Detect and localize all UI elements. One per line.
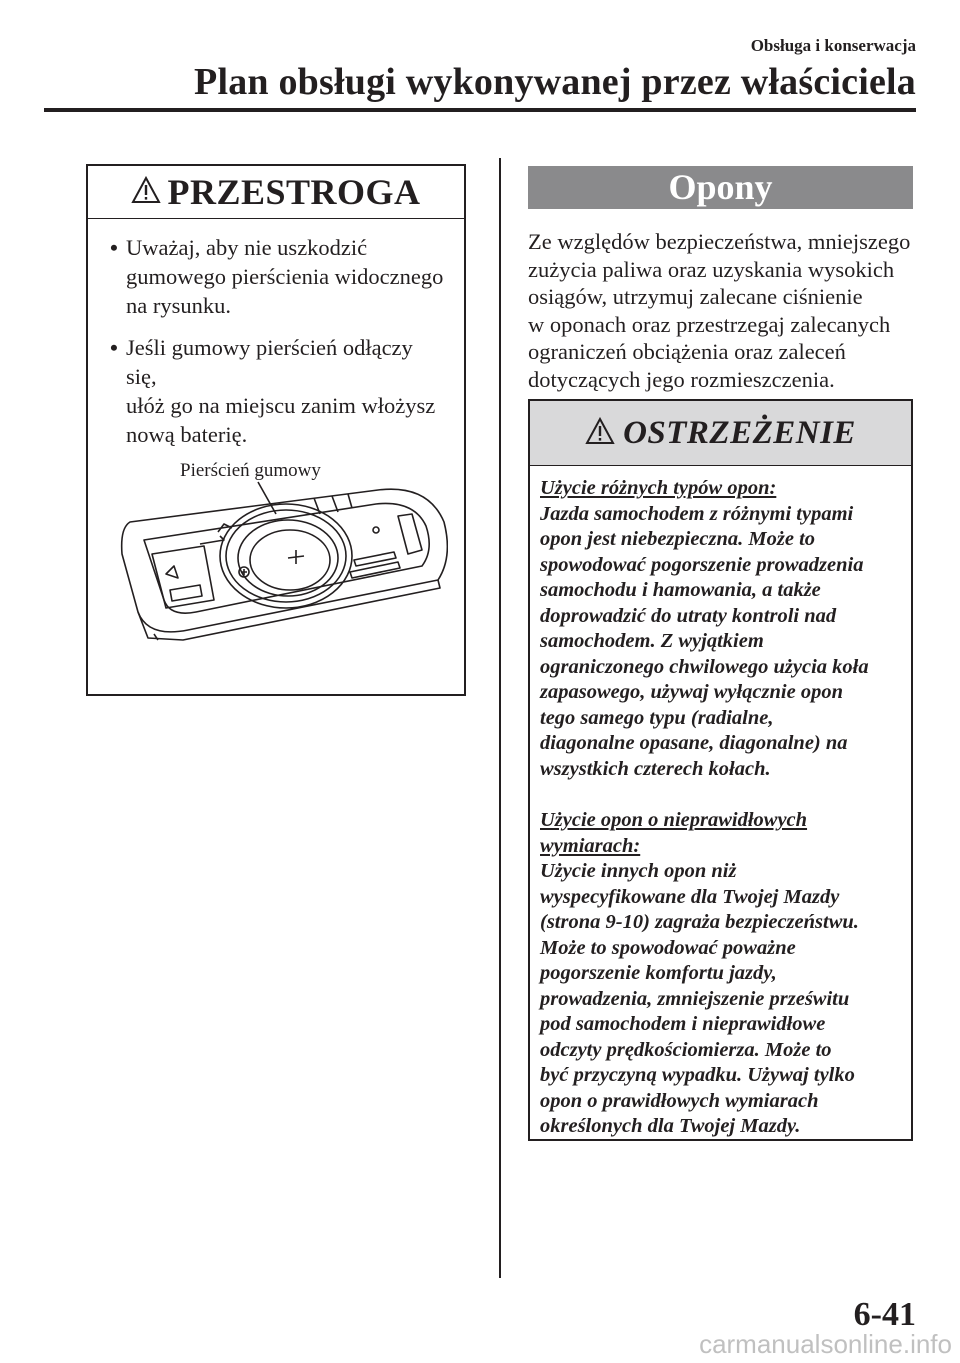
caution-title: PRZESTROGA: [167, 172, 421, 212]
key-battery-illustration: [108, 462, 448, 672]
caution-header: [88, 166, 464, 219]
section-name: Obsługa i konserwacja: [750, 36, 916, 55]
section-heading-tires: Opony: [528, 166, 913, 209]
warning-body: Użycie różnych typów opon: Jazda samochodem z różnymi typami opon jest niebezpieczna. Może to spowodować pogorszenie prowadzenia samochodu i hamowania, a także doprowadzić do utraty kontroli nad samochodem. Z wyjątkiem ograniczonego chwilowego użycia koła zapasowego, używaj wyłącznie opon tego samego typu (radialne, diagonalne opasane, diagonalne) na wszystkich czterech kołach. Użycie opon o nieprawidłowych wymiarach: Użycie innych opon niż wyspecyfikowane dla Twojej Mazdy (strona 9-10) zagraża bezpieczeństwu. Może to spowodować poważne pogorszenie komfortu jazdy, prowadzenia, zmniejszenie prześwitu pod samochodem i nieprawidłowe odczyty prędkościomierza. Może to być przyczyną wypadku. Używaj tylko opon o prawidłowych wymiarach określonych dla Twojej Mazdy.: [530, 466, 911, 1140]
page-title: Plan obsługi wykonywanej przez właściciela: [194, 61, 916, 103]
bullet-icon: •: [110, 235, 118, 260]
bullet-icon: •: [110, 335, 118, 360]
warning-triangle-icon: [585, 417, 615, 450]
figure-label: Pierścień gumowy: [180, 460, 321, 481]
warning-triangle-icon: [131, 176, 161, 209]
tires-intro-paragraph: Ze względów bezpieczeństwa, mniejszego zużycia paliwa oraz uzyskania wysokich osiągów, utrzymuj zalecane ciśnienie w oponach oraz przestrzegaj zalecanych ograniczeń obciążenia oraz zaleceń dotyczących jego rozmieszczenia.: [528, 229, 911, 392]
caution-box: [86, 164, 466, 696]
warning-title: OSTRZEŻENIE: [623, 414, 856, 451]
warning-subheading: wymiarach:: [540, 834, 641, 857]
warning-subheading: Użycie różnych typów opon:: [540, 477, 777, 499]
warning-box: [528, 399, 913, 1141]
caution-list: [88, 219, 464, 449]
header-rule: [44, 108, 916, 112]
watermark: carmanualsonline.info: [699, 1329, 952, 1359]
list-item: • Jeśli gumowy pierścień odłączy się, ułóż go na miejscu zanim włożysz nową baterię.: [110, 335, 436, 447]
page-number: 6-41: [853, 1296, 916, 1333]
warning-header: [530, 401, 911, 466]
warning-subheading: Użycie opon o nieprawidłowych: [540, 809, 808, 831]
list-item: • Uważaj, aby nie uszkodzić gumowego pierścienia widocznego na rysunku.: [110, 235, 444, 318]
column-divider: [499, 158, 501, 1278]
